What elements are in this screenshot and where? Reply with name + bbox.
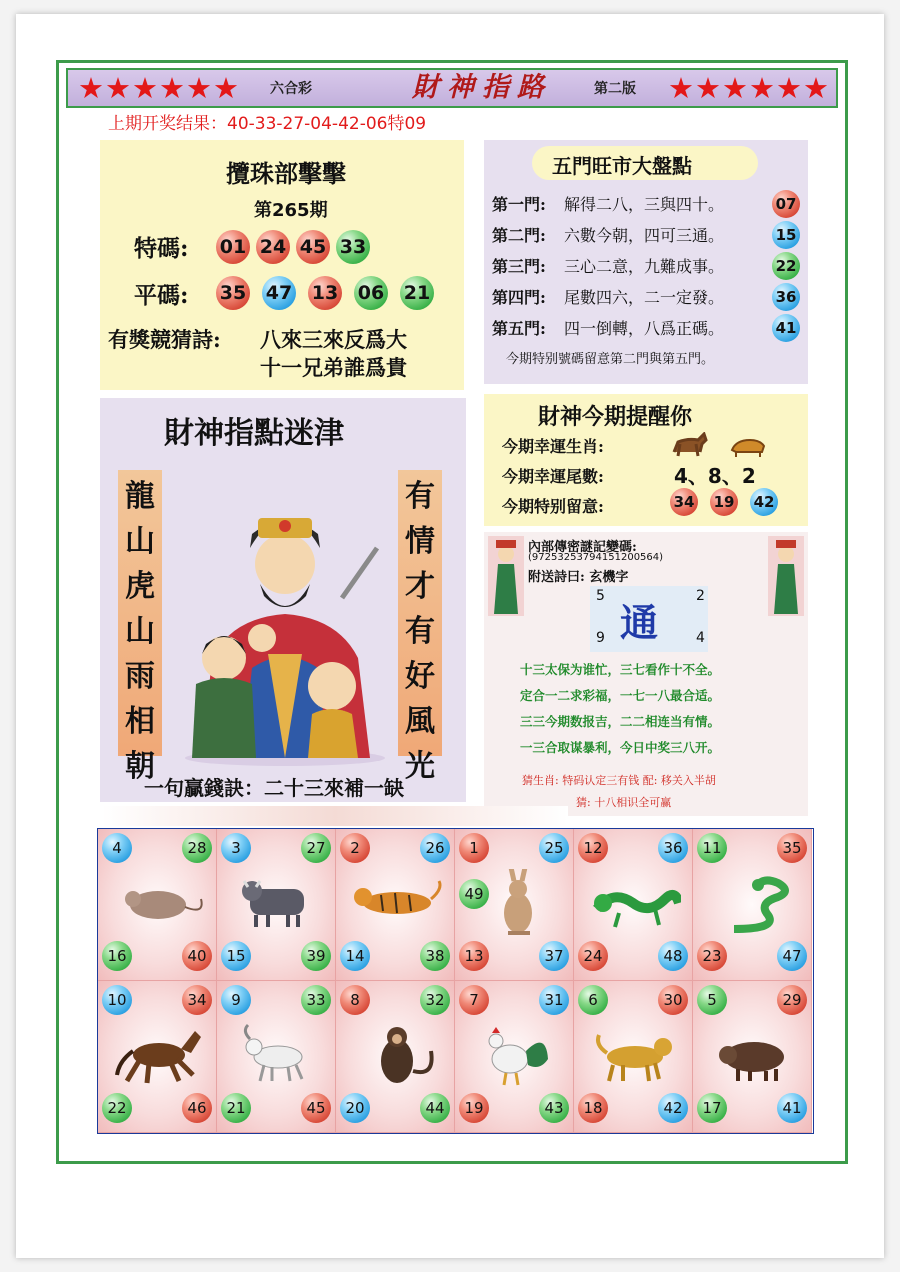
zodiac-ball: 45 [301, 1093, 331, 1123]
guide-title: 財神指點迷津 [164, 416, 344, 451]
lucky-zodiac-label: 今期幸運生肖: [502, 437, 604, 456]
header-banner [66, 68, 838, 108]
secret-line-2: 附送詩曰: 玄機字 [528, 570, 629, 585]
poem-line: 三三今期数报吉，二二相连当有情。 [520, 714, 721, 729]
stars-left: ★★★★★★ [78, 71, 240, 105]
zodiac-ball: 25 [539, 833, 569, 863]
gate-label: 第四門: [492, 288, 546, 307]
panel-guide [100, 398, 466, 802]
panel-secret [484, 532, 808, 816]
special-label: 特碼: [134, 235, 189, 262]
special-ball: 33 [336, 230, 370, 264]
poem-line: 十三太保为谁忙，三七看作十不全。 [520, 662, 721, 677]
regular-label: 平碼: [134, 282, 189, 309]
zodiac-cell [693, 981, 812, 1133]
zodiac-ball: 15 [221, 941, 251, 971]
zodiac-ball: 6 [578, 985, 608, 1015]
zodiac-ball: 23 [697, 941, 727, 971]
column-character: 風 [405, 704, 435, 739]
column-character: 相 [125, 704, 155, 739]
zodiac-ball: 35 [777, 833, 807, 863]
page-title: 財神指路 [412, 72, 552, 103]
zodiac-ball: 44 [420, 1093, 450, 1123]
last-result: 上期开奖结果：40-33-27-04-42-06特09 [108, 114, 427, 134]
reminder-ball: 42 [750, 488, 778, 516]
zodiac-ball: 28 [182, 833, 212, 863]
zodiac-cell [98, 981, 217, 1133]
zodiac-ball: 36 [658, 833, 688, 863]
dog-icon [589, 1021, 681, 1089]
zodiac-ball: 43 [539, 1093, 569, 1123]
zodiac-ball: 10 [102, 985, 132, 1015]
zodiac-ball: 19 [459, 1093, 489, 1123]
lucky-tail-label: 今期幸運尾數: [502, 467, 604, 486]
panel-pearl [100, 140, 464, 390]
corner-tr: 2 [696, 588, 705, 604]
gate-text: 六數今朝，四可三通。 [564, 226, 725, 245]
column-character: 龍 [125, 479, 155, 514]
gate-ball: 41 [772, 314, 800, 342]
poem-line-1: 八來三來反爲大 [260, 327, 407, 352]
zodiac-ball: 38 [420, 941, 450, 971]
gate-label: 第三門: [492, 257, 546, 276]
zodiac-ball: 27 [301, 833, 331, 863]
zodiac-ball: 2 [340, 833, 370, 863]
stars-right: ★★★★★★ [668, 71, 830, 105]
zodiac-ball: 41 [777, 1093, 807, 1123]
zodiac-ball: 49 [459, 879, 489, 909]
dragon-icon [589, 869, 681, 937]
zodiac-ball: 34 [182, 985, 212, 1015]
tiger-icon [728, 432, 768, 458]
lucky-tail-value: 4、8、2 [674, 464, 756, 488]
pig-icon [708, 1021, 800, 1089]
zodiac-grid [97, 828, 814, 1134]
gate-ball: 36 [772, 283, 800, 311]
reminder-ball: 34 [670, 488, 698, 516]
column-character: 有 [405, 479, 435, 514]
issue-number: 第265期 [254, 200, 328, 221]
corner-bl: 9 [596, 630, 605, 646]
zodiac-ball: 47 [777, 941, 807, 971]
guide-right-column [398, 470, 442, 784]
special-ball: 01 [216, 230, 250, 264]
zodiac-ball: 4 [102, 833, 132, 863]
zodiac-cell [336, 981, 455, 1133]
zodiac-ball: 17 [697, 1093, 727, 1123]
zodiac-ball: 12 [578, 833, 608, 863]
zodiac-ball: 42 [658, 1093, 688, 1123]
god-of-wealth-illustration [172, 468, 398, 768]
regular-ball: 21 [400, 276, 434, 310]
gate-label: 第五門: [492, 319, 546, 338]
guess-line-1: 猜生肖: 特码认定三有钱 配: 移关入半胡 [522, 774, 716, 787]
zodiac-ball: 24 [578, 941, 608, 971]
rat-icon [113, 869, 205, 937]
corner-br: 4 [696, 630, 705, 646]
zodiac-ball: 22 [102, 1093, 132, 1123]
special-ball: 45 [296, 230, 330, 264]
column-character: 虎 [125, 569, 155, 604]
zodiac-ball: 21 [221, 1093, 251, 1123]
five-gates-title: 五門旺市大盤點 [552, 154, 692, 178]
column-character: 好 [405, 659, 435, 694]
gradient-strip [102, 806, 568, 826]
zodiac-ball: 20 [340, 1093, 370, 1123]
zodiac-ball: 18 [578, 1093, 608, 1123]
poem-line: 一三合取谋暴利，今日中奖三八开。 [520, 740, 721, 755]
special-ball: 24 [256, 230, 290, 264]
gate-label: 第一門: [492, 195, 546, 214]
column-character: 有 [405, 614, 435, 649]
column-character: 光 [405, 749, 435, 784]
right-deity-image [768, 536, 804, 616]
tiger-icon [351, 869, 443, 937]
zodiac-ball: 40 [182, 941, 212, 971]
zodiac-ball: 9 [221, 985, 251, 1015]
zodiac-cell [217, 981, 336, 1133]
gate-ball: 22 [772, 252, 800, 280]
zodiac-ball: 5 [697, 985, 727, 1015]
zodiac-cell [693, 829, 812, 981]
regular-ball: 06 [354, 276, 388, 310]
edition-label: 第二版 [594, 81, 636, 97]
panel-reminder [484, 394, 808, 526]
zodiac-ball: 32 [420, 985, 450, 1015]
zodiac-cell [336, 829, 455, 981]
lottery-name: 六合彩 [270, 81, 312, 97]
gate-label: 第二門: [492, 226, 546, 245]
column-character: 雨 [125, 659, 155, 694]
zodiac-cell [574, 981, 693, 1133]
horse-icon [113, 1021, 205, 1089]
column-character: 山 [125, 614, 155, 649]
poem-label: 有獎競猜詩: [108, 327, 221, 352]
gate-text: 三心二意，九難成事。 [564, 257, 725, 276]
zodiac-ball: 39 [301, 941, 331, 971]
zodiac-cell [455, 981, 574, 1133]
reminder-title: 財神今期提醒你 [538, 404, 693, 430]
zodiac-ball: 11 [697, 833, 727, 863]
zodiac-ball: 8 [340, 985, 370, 1015]
special-attention-label: 今期特别留意: [502, 497, 604, 516]
corner-tl: 5 [596, 588, 605, 604]
pearl-title: 攬珠部擊擊 [226, 159, 346, 188]
regular-ball: 35 [216, 276, 250, 310]
zodiac-ball: 46 [182, 1093, 212, 1123]
zodiac-ball: 3 [221, 833, 251, 863]
zodiac-ball: 26 [420, 833, 450, 863]
left-deity-image [488, 536, 524, 616]
zodiac-ball: 7 [459, 985, 489, 1015]
column-character: 山 [125, 524, 155, 559]
guide-bottom-text: 一句贏錢訣：二十三來補一缺 [144, 776, 404, 800]
gate-text: 尾數四六，二一定發。 [564, 288, 725, 307]
zodiac-ball: 14 [340, 941, 370, 971]
goat-icon [232, 1021, 324, 1089]
snake-icon [708, 869, 800, 937]
column-character: 情 [405, 524, 435, 559]
poem-line-2: 十一兄弟誰爲貴 [260, 355, 407, 380]
zodiac-ball: 33 [301, 985, 331, 1015]
zodiac-ball: 30 [658, 985, 688, 1015]
poem-line: 定合一二求彩福，一七一八最合适。 [520, 688, 721, 703]
zodiac-ball: 13 [459, 941, 489, 971]
regular-ball: 47 [262, 276, 296, 310]
zodiac-cell [455, 829, 574, 981]
gate-text: 四一倒轉，八爲正碼。 [564, 319, 725, 338]
ox-icon [232, 869, 324, 937]
regular-ball: 13 [308, 276, 342, 310]
zodiac-cell [98, 829, 217, 981]
gate-ball: 15 [772, 221, 800, 249]
guide-left-column [118, 470, 162, 784]
secret-code: (9725325379415120056​4) [528, 552, 664, 563]
panel-five-gates [484, 140, 808, 384]
zodiac-ball: 48 [658, 941, 688, 971]
gate-text: 解得二八，三與四十。 [564, 195, 725, 214]
center-character: 通 [620, 600, 659, 645]
column-character: 才 [405, 569, 435, 604]
zodiac-ball: 29 [777, 985, 807, 1015]
rooster-icon [470, 1021, 562, 1089]
zodiac-ball: 1 [459, 833, 489, 863]
zodiac-cell [574, 829, 693, 981]
secret-line-1: 內部傳密謎記變碼: [528, 540, 637, 555]
five-gates-footer: 今期特别號碼留意第二門與第五門。 [506, 352, 715, 367]
zodiac-ball: 31 [539, 985, 569, 1015]
guess-line-2: 猜: 十八相识全可赢 [576, 796, 672, 809]
gate-ball: 07 [772, 190, 800, 218]
zodiac-cell [217, 829, 336, 981]
horse-icon [670, 432, 710, 458]
monkey-icon [351, 1021, 443, 1089]
reminder-ball: 19 [710, 488, 738, 516]
column-character: 朝 [125, 749, 155, 784]
zodiac-ball: 16 [102, 941, 132, 971]
zodiac-ball: 37 [539, 941, 569, 971]
